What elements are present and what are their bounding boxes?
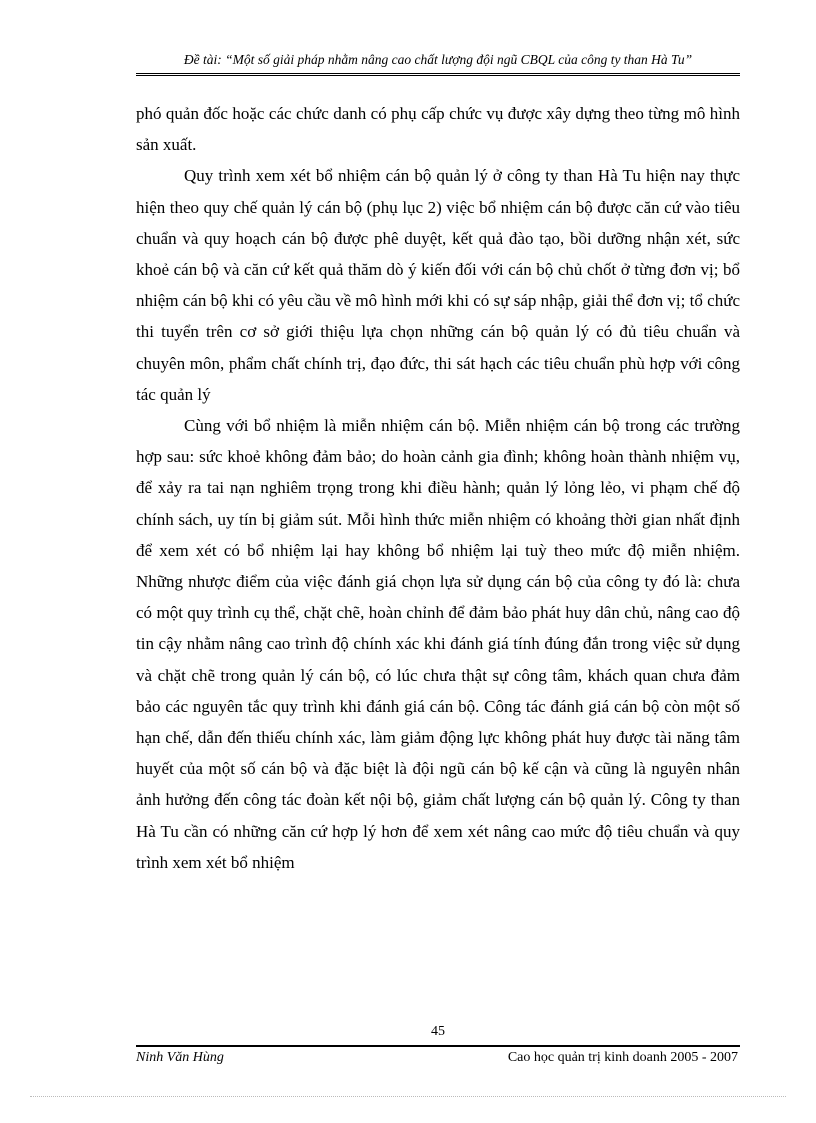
header-divider (136, 73, 740, 76)
page-header-title: Đề tài: “Một số giải pháp nhằm nâng cao chất lượng đội ngũ CBQL của công ty than Hà Tu” (183, 52, 693, 67)
footer-divider (136, 1045, 740, 1047)
paragraph-1: phó quản đốc hoặc các chức danh có phụ cấp chức vụ được xây dựng theo từng mô hình sản xuất. (136, 104, 740, 155)
document-body (136, 98, 740, 878)
footer-course: Cao học quản trị kinh doanh 2005 - 2007 (507, 1050, 738, 1065)
paragraph-3: Cùng với bổ nhiệm là miễn nhiệm cán bộ. Miễn nhiệm cán bộ trong các trường hợp sau: sức khoẻ không đảm bảo; do hoàn cảnh gia đình; không hoàn thành nhiệm vụ, để xảy ra tai nạn nghiêm trọng trong khi điều hành; quản lý lỏng lẻo, vi phạm chế độ chính sách, uy tín bị giảm sút. Mỗi hình thức miễn nhiệm có khoảng thời gian nhất định để xem xét có bổ nhiệm lại hay không bổ nhiệm lại tuỳ theo mức độ miễn nhiệm. Những nhược điểm của việc đánh giá chọn lựa sử dụng cán bộ của công ty đó là: chưa có một quy trình cụ thể, chặt chẽ, hoàn chỉnh để đảm bảo phát huy dân chủ, nâng cao độ tin cậy nhằm nâng cao trình độ chính xác khi đánh giá tính đúng đắn trong việc sử dụng và chặt chẽ trong quản lý cán bộ, có lúc chưa thật sự công tâm, khách quan chưa đảm bảo các nguyên tắc quy trình khi đánh giá cán bộ. Công tác đánh giá cán bộ còn một số hạn chế, dẫn đến thiếu chính xác, làm giảm động lực không phát huy được tài năng tâm huyết của một số cán bộ và đặc biệt là đội ngũ cán bộ kế cận và cũng là nguyên nhân ảnh hưởng đến công tác đoàn kết nội bộ, giảm chất lượng cán bộ quản lý. Công ty than Hà Tu cần có những căn cứ hợp lý hơn để xem xét nâng cao mức độ tiêu chuẩn và quy trình xem xét bổ nhiệm (136, 416, 740, 872)
page-bottom-border (30, 1096, 786, 1097)
page-number: 45 (431, 1024, 445, 1039)
footer-author: Ninh Văn Hùng (136, 1050, 224, 1065)
paragraph-2: Quy trình xem xét bổ nhiệm cán bộ quản lý ở công ty than Hà Tu hiện nay thực hiện theo quy chế quản lý cán bộ (phụ lục 2) việc bổ nhiệm cán bộ được căn cứ vào tiêu chuẩn và quy hoạch cán bộ được phê duyệt, kết quả đào tạo, bồi dưỡng nhận xét, sức khoẻ cán bộ và căn cứ kết quả thăm dò ý kiến đối với cán bộ chủ chốt ở từng đơn vị; bổ nhiệm cán bộ khi có yêu cầu về mô hình mới khi có sự sáp nhập, giải thể đơn vị; tổ chức thi tuyển trên cơ sở giới thiệu lựa chọn những cán bộ quản lý có đủ tiêu chuẩn và chuyên môn, phẩm chất chính trị, đạo đức, thi sát hạch các tiêu chuẩn phù hợp với công tác quản lý (136, 166, 740, 404)
